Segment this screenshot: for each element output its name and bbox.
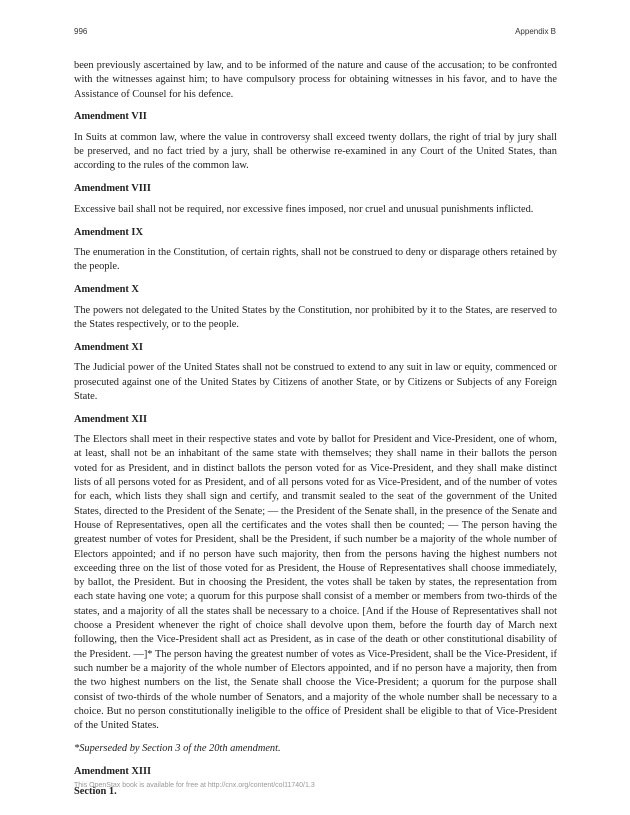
amendment-7-heading: Amendment VII: [74, 111, 147, 123]
amendment-13-heading: Amendment XIII: [74, 765, 152, 777]
amendment-9-heading: Amendment IX: [74, 226, 143, 238]
amendment-8-heading: Amendment VIII: [74, 183, 151, 195]
page-number: 996: [74, 27, 88, 36]
amendment-12-text: The Electors shall meet in their respective states and vote by ballot for President and Vice-President, one of whom, at least, shall not be an inhabitant of the same state with themselves; they shall name in their ballots the person voted for as President, and in distinct ballots the person voted for as Vice-President, and they shall make distinct lists of all persons voted for as President, and of all persons voted for as Vice-President, and of the number of votes for each, which lists they shall sign and certify, and transmit sealed to the seat of the government of the United States, directed to the President of the Senate; — the President of the Senate shall, in the presence of the Senate and House of Representatives, open all the certificates and the votes shall then be counted; — The person having the greatest number of votes for President, shall be the President, if such number be a majority of the whole number of Electors appointed; and if no person have such majority, then from the persons having the highest numbers not exceeding three on the list of those voted for as President, the House of Representatives shall choose immediately, by ballot, the President. But in choosing the President, the votes shall be taken by states, the representation from each state having one vote; a quorum for this purpose shall consist of a member or members from two-thirds of the states, and a majority of all the states shall be necessary to a choice. [And if the House of Representatives shall not choose a President whenever the right of choice shall devolve upon them, before the fourth day of March next following, then the Vice-President shall act as President, as in case of the death or other constitutional disability of the President. —]* The person having the greatest number of votes as Vice-President, shall be the Vice-President, if such number be a majority of the whole number of Electors appointed, and if no person have a majority, then from the two highest numbers on the list, the Senate shall choose the Vice-President; a quorum for the purpose shall consist of two-thirds of the whole number of Senators, and a majority of the whole number shall be necessary to a choice. But no person constitutionally ineligible to the office of President shall be eligible to that of Vice-President of the United States.: [74, 434, 557, 732]
intro-paragraph: been previously ascertained by law, and to be informed of the nature and cause of the accusation; to be confronted with the witnesses against him; to have compulsory process for obtaining witnesses in his favor, and to have the Assistance of Counsel for his defence.: [74, 60, 557, 100]
amendment-8-text: Excessive bail shall not be required, nor excessive fines imposed, nor cruel and unusual punishments inflicted.: [74, 203, 534, 215]
amendment-10-text: The powers not delegated to the United States by the Constitution, nor prohibited by it to the States, are reserved to the States respectively, or to the people.: [74, 304, 557, 330]
running-header: Appendix B: [515, 27, 556, 36]
amendment-11-heading: Amendment XI: [74, 341, 143, 353]
page-content: [74, 59, 557, 806]
amendment-12-heading: Amendment XII: [74, 413, 148, 425]
amendment-11-text: The Judicial power of the United States shall not be construed to extend to any suit in law or equity, commenced or prosecuted against one of the United States by Citizens of another State, or by Citizens or Subjects of any Foreign State.: [74, 362, 557, 402]
amendment-10-heading: Amendment X: [74, 284, 139, 296]
amendment-9-text: The enumeration in the Constitution, of certain rights, shall not be construed to deny or disparage others retained by the people.: [74, 247, 557, 273]
footnote: *Superseded by Section 3 of the 20th amendment.: [74, 742, 281, 754]
footer-link-text: This OpenStax book is available for free at http://cnx.org/content/col11740/1.3: [74, 782, 315, 789]
section-1-heading: Section 1.: [74, 786, 117, 798]
amendment-7-text: In Suits at common law, where the value in controversy shall exceed twenty dollars, the right of trial by jury shall be preserved, and no fact tried by a jury, shall be otherwise re-examined in any Court of the United States, than according to the rules of the common law.: [74, 131, 557, 172]
